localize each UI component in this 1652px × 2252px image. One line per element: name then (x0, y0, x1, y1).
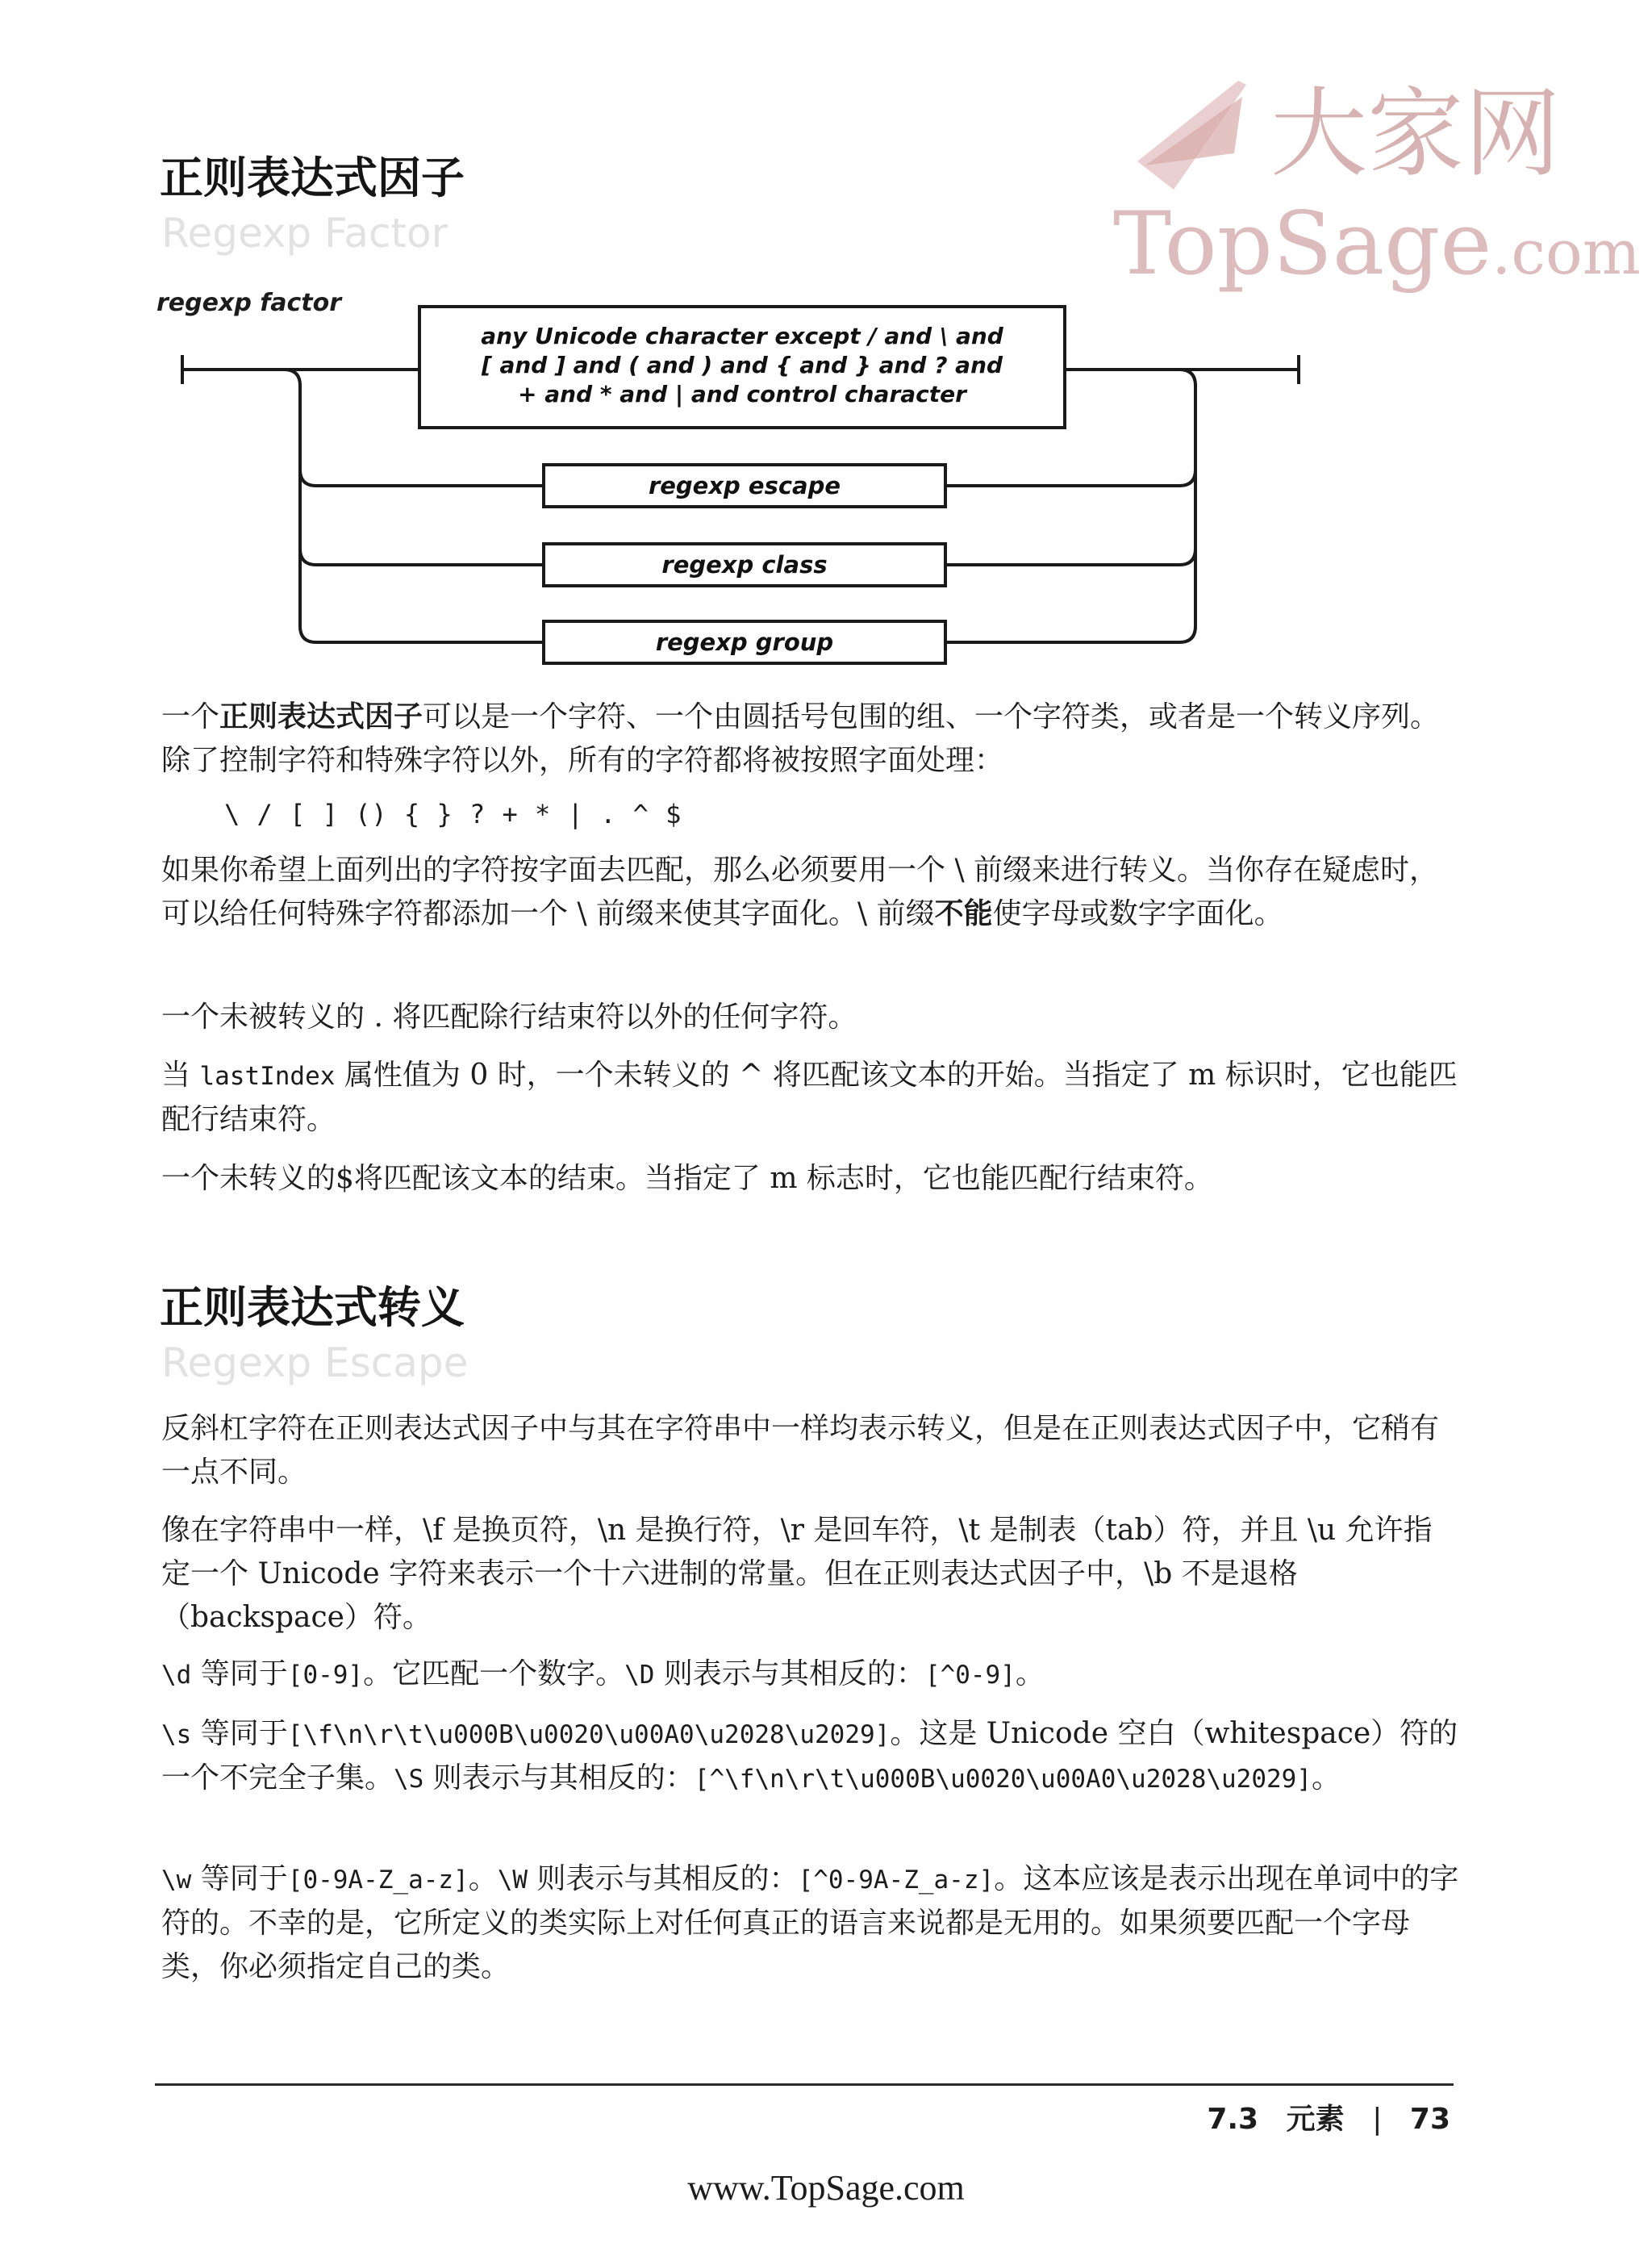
escape-paragraph-2: 像在字符串中一样，\f 是换页符，\n 是换行符，\r 是回车符，\t 是制表（tab）符，并且 \u 允许指定一个 Unicode 字符来表示一个十六进制的常量。但在正则表达式因子中，\b 不是退格（backspace）符。 (161, 1514, 1433, 1634)
section-title-regexp-factor: 正则表达式因子 (160, 153, 465, 203)
escape-paragraph-3: \d 等同于[0-9]。它匹配一个数字。\D 则表示与其相反的：[^0-9]。 (161, 1657, 1045, 1690)
footer-chapter: 元素 (1286, 2103, 1345, 2136)
factor-paragraph-2: 如果你希望上面列出的字符按字面去匹配，那么必须要用一个 \ 前缀来进行转义。当你存在疑虑时，可以给任何特殊字符都添加一个 \ 前缀来使其字面化。\ 前缀不能使字母或数字字面化。 (161, 854, 1439, 930)
main-box-line-2: [ and ] and ( and ) and { and } and ? and (481, 352, 1003, 378)
factor-paragraph-4: 当 lastIndex 属性值为 0 时，一个未转义的 ^ 将匹配该文本的开始。当指定了 m 标识时，它也能匹配行结束符。 (161, 1059, 1458, 1136)
diagram-svg (153, 282, 1331, 678)
branch-regexp-group: regexp group (655, 629, 834, 656)
section-subtitle-regexp-factor: Regexp Factor (161, 210, 448, 257)
branch-regexp-escape: regexp escape (648, 472, 841, 499)
escape-paragraph-4: \s 等同于[\f\n\r\t\u000B\u0020\u00A0\u2028\u2029]。这是 Unicode 空白（whitespace）符的一个不完全子集。\S 则表示与其相反的：[^\f\n\r\t\u000B\u0020\u00A0\u2028\u2029]。 (161, 1717, 1458, 1794)
footer-page-number: 73 (1409, 2103, 1450, 2136)
factor-paragraph-5: 一个未转义的$将匹配该文本的结束。当指定了 m 标志时，它也能匹配行结束符。 (161, 1162, 1213, 1195)
factor-paragraph-3: 一个未被转义的 . 将匹配除行结束符以外的任何字符。 (161, 1001, 857, 1034)
page-footer (1207, 2096, 1450, 2137)
special-characters-list: \ / [ ] () { } ? + * | . ^ $ (224, 799, 682, 829)
branch-regexp-class: regexp class (661, 551, 828, 579)
section-title-regexp-escape: 正则表达式转义 (160, 1282, 465, 1333)
escape-paragraph-5: \w 等同于[0-9A-Z_a-z]。\W 则表示与其相反的：[^0-9A-Z_a-z]。这本应该是表示出现在单词中的字符的。不幸的是，它所定义的类实际上对任何真正的语言来说都是无用的。如果须要匹配一个字母类，你必须指定自己的类。 (161, 1862, 1459, 1983)
footer-section-number: 7.3 (1207, 2103, 1259, 2136)
main-box-line-3: + and * and | and control character (518, 381, 966, 407)
regexp-factor-diagram (153, 282, 1331, 678)
main-box-line-1: any Unicode character except / and \ and (481, 323, 1003, 349)
watermark-brand: TopSage.com (1113, 194, 1641, 295)
footer-rule (155, 2083, 1454, 2086)
watermark-logo (1097, 48, 1641, 323)
footer-separator: | (1372, 2103, 1383, 2136)
diagram-label: regexp factor (156, 289, 342, 317)
section-subtitle-regexp-escape: Regexp Escape (161, 1339, 469, 1386)
site-url: www.TopSage.com (687, 2168, 965, 2208)
watermark-chinese: 大家网 (1270, 78, 1561, 190)
factor-paragraph-1: 一个正则表达式因子可以是一个字符、一个由圆括号包围的组、一个字符类，或者是一个转义序列。除了控制字符和特殊字符以外，所有的字符都将被按照字面处理： (161, 700, 1440, 777)
escape-paragraph-1: 反斜杠字符在正则表达式因子中与其在字符串中一样均表示转义，但是在正则表达式因子中，它稍有一点不同。 (161, 1412, 1440, 1489)
